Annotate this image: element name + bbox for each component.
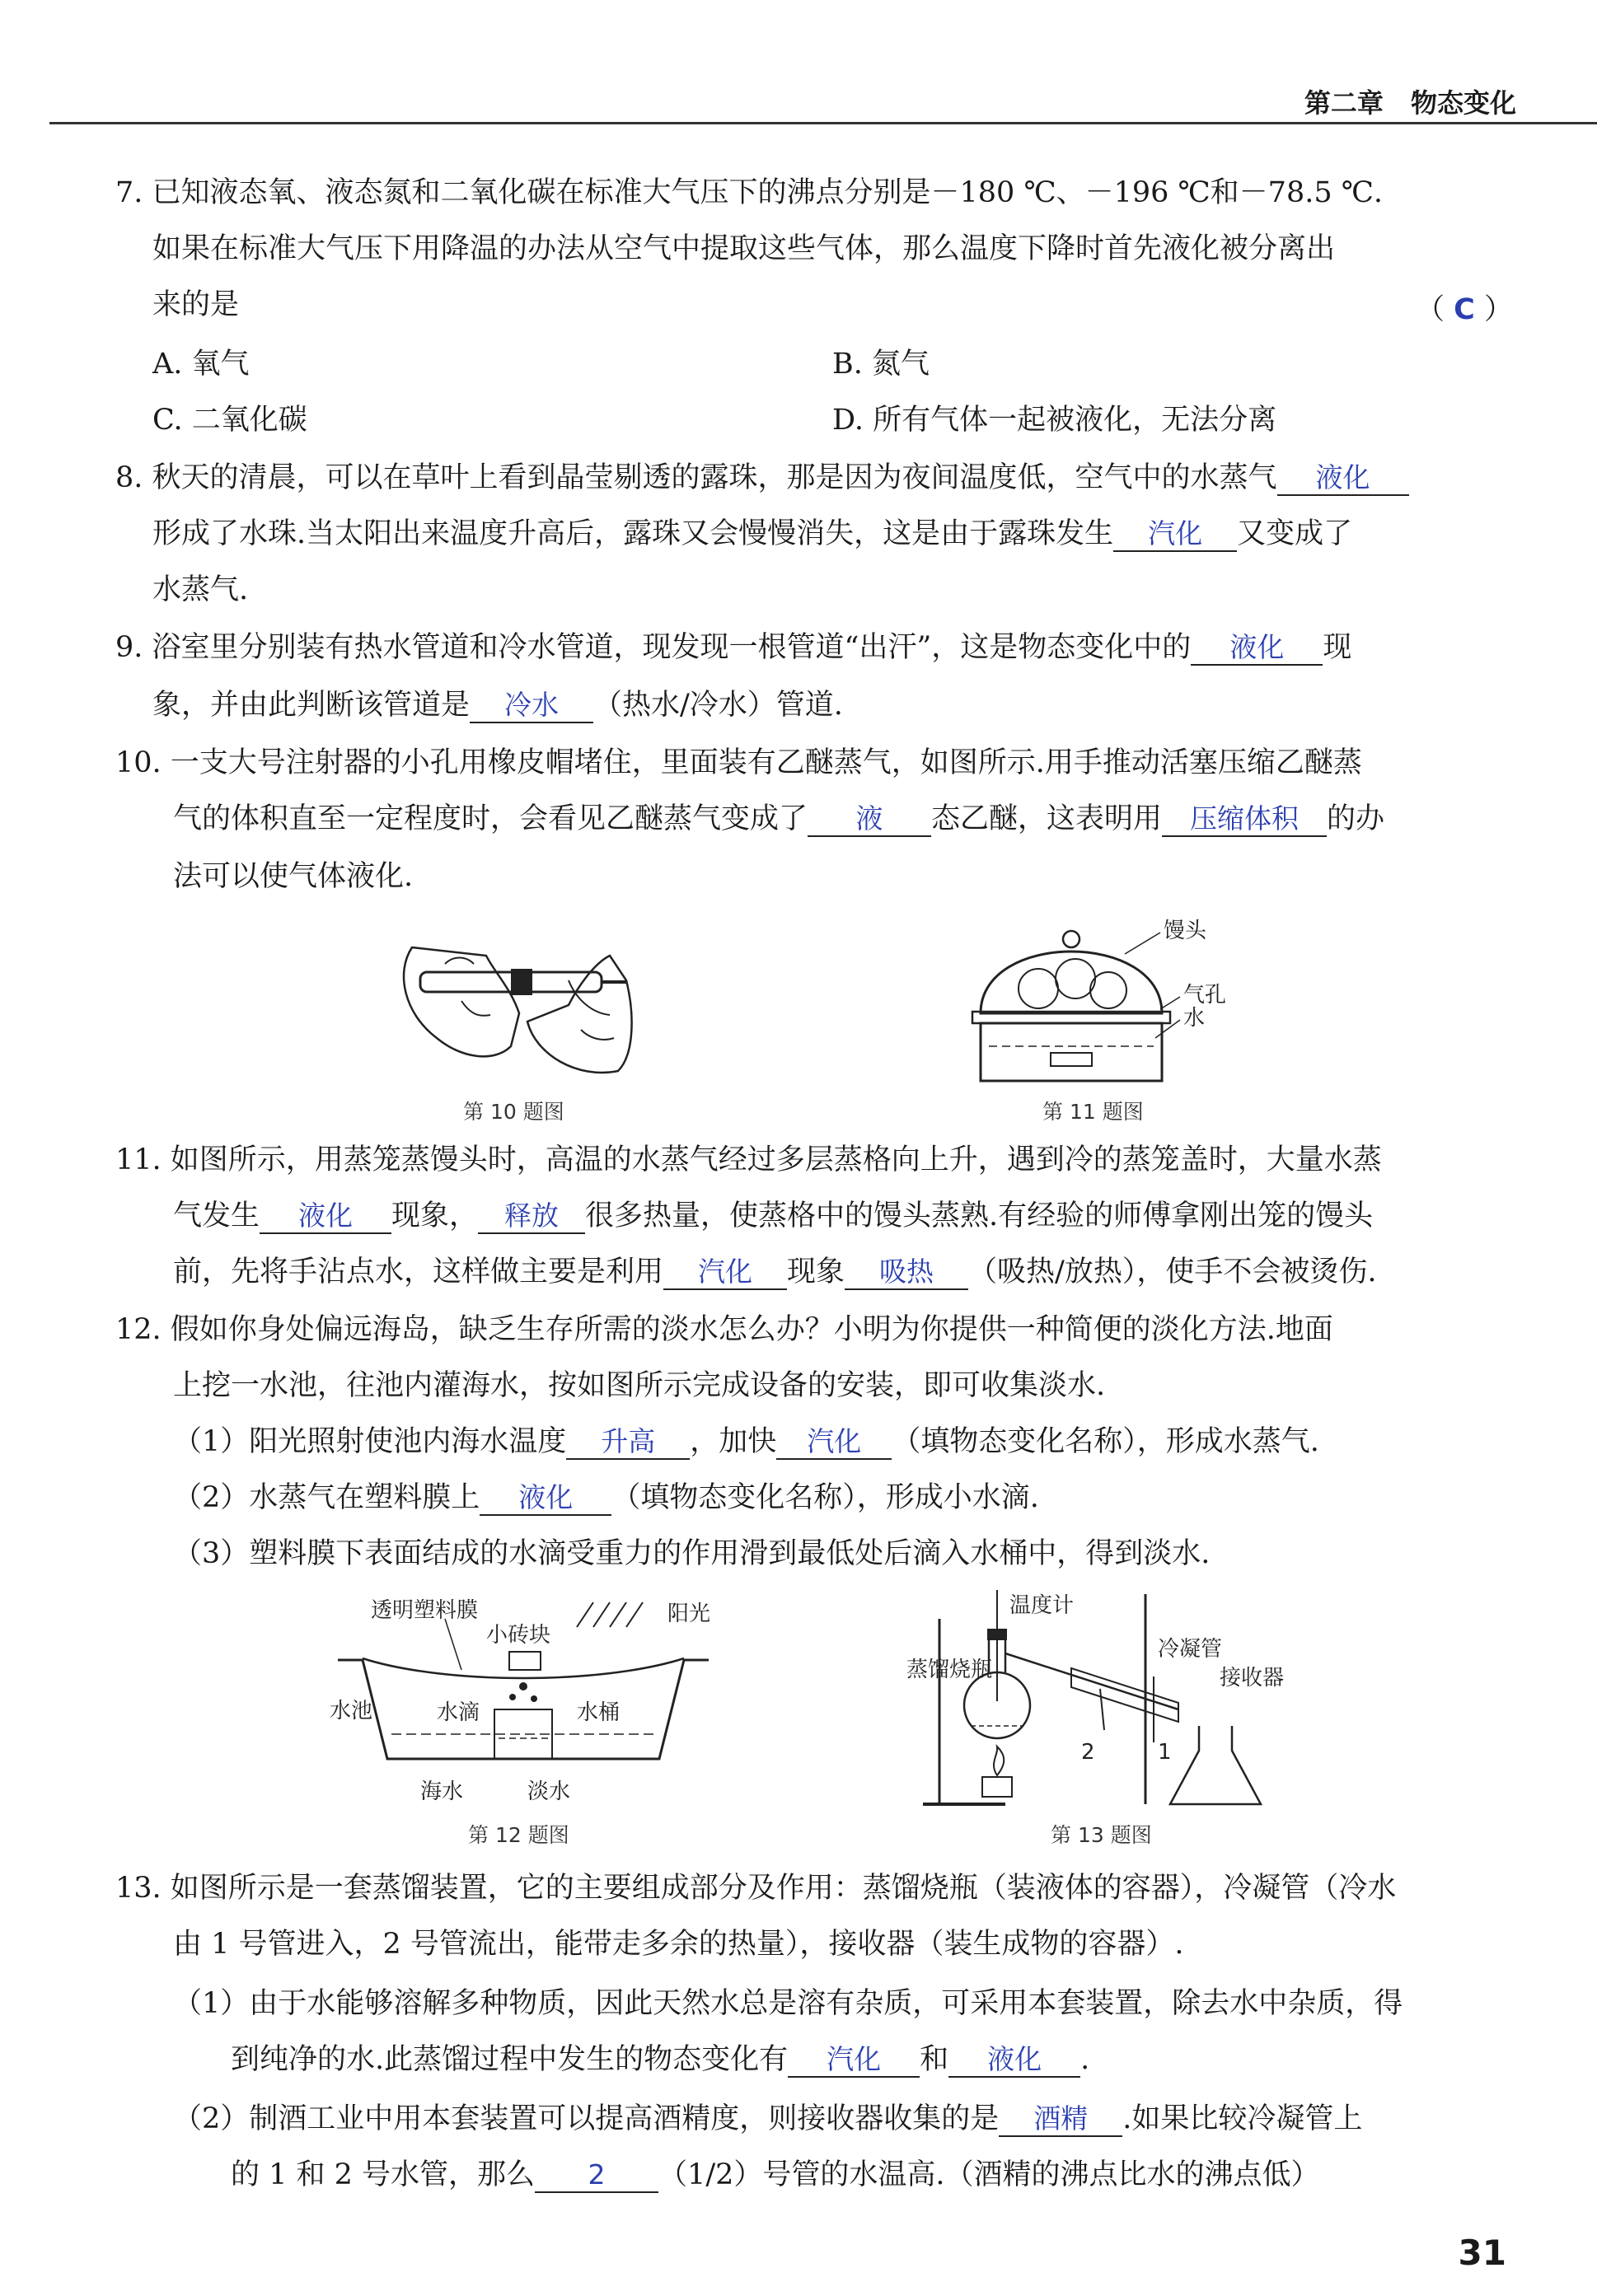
q13-sub2-line2: [231, 2157, 1320, 2193]
fig12-label-bucket: 水桶: [577, 1700, 621, 1725]
q10-text2b: 态乙醚，这表明用: [931, 802, 1163, 835]
q11-blank4: 吸热: [845, 1256, 968, 1290]
q12-sub1: [173, 1424, 1319, 1460]
q8-text2b: 又变成了: [1237, 517, 1353, 550]
fig11-label-vent: 气孔: [1183, 983, 1227, 1008]
paren-left: （: [1416, 293, 1445, 326]
q13-blank4: 2: [535, 2158, 658, 2193]
q10-text2c: 的办: [1327, 802, 1385, 835]
q12-blank2: 汽化: [776, 1425, 892, 1460]
fig11-label-mantou: 馒头: [1164, 919, 1207, 943]
fig13-label-tube1: 1: [1158, 1740, 1172, 1765]
q7-option-c: C. 二氧化碳: [152, 404, 307, 437]
q13-sub1-d: .: [1080, 2043, 1090, 2076]
q8-line3: 水蒸气.: [152, 573, 249, 606]
q11-blank3: 汽化: [663, 1256, 787, 1290]
q12-line1: 12. 假如你身处偏远海岛，缺乏生存所需的淡水怎么办？小明为你提供一种简便的淡化方法.地面: [115, 1313, 1333, 1346]
paren-right: ）: [1483, 293, 1513, 326]
q10-blank1: 液: [808, 802, 931, 837]
q13-blank3: 酒精: [999, 2102, 1122, 2137]
fig12-label-pool: 水池: [330, 1699, 373, 1723]
fig13-label-thermometer: 温度计: [1009, 1593, 1075, 1618]
q9-line2: [152, 687, 843, 723]
q7-option-b: B. 氮气: [832, 348, 930, 381]
fig12-label-brick: 小砖块: [486, 1623, 551, 1648]
fig12-label-fresh: 淡水: [527, 1779, 571, 1804]
q12-sub2: [173, 1480, 1039, 1516]
q12-blank1: 升高: [566, 1425, 690, 1460]
q11-line2: [173, 1198, 1373, 1234]
q9-text2b: （热水/冷水）管道.: [593, 689, 843, 722]
q13-sub2-line1: [173, 2101, 1362, 2137]
q11-text2a: 气发生: [173, 1199, 260, 1232]
q9-blank1: 液化: [1191, 631, 1323, 666]
q10-line1: 10. 一支大号注射器的小孔用橡皮帽堵住，里面装有乙醚蒸气，如图所示.用手推动活塞压缩乙醚蒸: [115, 746, 1362, 779]
q11-line3: [173, 1254, 1376, 1290]
q13-blank1: 汽化: [788, 2043, 920, 2078]
q8-line1: [115, 460, 1409, 496]
q8-text1: 8. 秋天的清晨，可以在草叶上看到晶莹剔透的露珠，那是因为夜间温度低，空气中的水蒸气: [115, 461, 1277, 494]
q13-sub2-c: 的 1 和 2 号水管，那么: [231, 2158, 536, 2191]
q8-line2: [152, 516, 1352, 552]
q13-sub2-d: （1/2）号管的水温高.（酒精的沸点比水的沸点低）: [658, 2158, 1320, 2191]
fig13-label-receiver: 接收器: [1220, 1666, 1285, 1690]
q11-text2b: 现象，: [391, 1199, 479, 1232]
q7-option-a: A. 氧气: [152, 348, 250, 381]
page-number: 31: [1458, 2233, 1506, 2273]
q9-text2a: 象，并由此判断该管道是: [152, 689, 471, 722]
fig13-label-condenser: 冷凝管: [1158, 1637, 1223, 1662]
fig13-label-flask: 蒸馏烧瓶: [906, 1658, 993, 1682]
q7-answer: C: [1454, 293, 1475, 326]
q13-sub2-a: （2）制酒工业中用本套装置可以提高酒精度，则接收器收集的是: [173, 2102, 1000, 2135]
fig11-label-water: 水: [1183, 1006, 1206, 1031]
fig13-label-tube2: 2: [1081, 1740, 1095, 1765]
q12-blank3: 液化: [480, 1481, 611, 1516]
q11-text3c: （吸热/放热），使手不会被烫伤.: [968, 1256, 1377, 1288]
q11-text3a: 前，先将手沾点水，这样做主要是利用: [173, 1256, 664, 1288]
q8-blank1: 液化: [1277, 461, 1409, 496]
q8-text2a: 形成了水珠.当太阳出来温度升高后，露珠又会慢慢消失，这是由于露珠发生: [152, 517, 1114, 550]
q7-line2: 如果在标准大气压下用降温的办法从空气中提取这些气体，那么温度下降时首先液化被分离出: [152, 232, 1336, 265]
q13-line2: 由 1 号管进入，2 号管流出，能带走多余的热量），接收器（装生成物的容器）.: [173, 1928, 1184, 1961]
q10-blank2: 压缩体积: [1162, 802, 1327, 837]
q7-line1: 7. 已知液态氧、液态氮和二氧化碳在标准大气压下的沸点分别是－180 ℃、－196 ℃和－78.5 ℃.: [115, 176, 1384, 209]
q11-blank1: 液化: [260, 1199, 391, 1234]
q12-sub2-b: （填物态变化名称），形成小水滴.: [611, 1481, 1039, 1514]
header-rule: [49, 122, 1597, 124]
fig12-label-sea: 海水: [420, 1779, 464, 1804]
caption-fig11: 第 11 题图: [1042, 1100, 1144, 1124]
fig12-label-film: 透明塑料膜: [371, 1598, 479, 1623]
q8-blank2: 汽化: [1113, 517, 1237, 552]
q12-sub1-a: （1）阳光照射使池内海水温度: [173, 1425, 567, 1458]
q10-line3: 法可以使气体液化.: [173, 860, 414, 893]
q12-sub1-b: ，加快: [690, 1425, 777, 1458]
figure-10-syringe: [387, 923, 651, 1087]
q9-text1b: 现: [1323, 631, 1352, 664]
q10-text2a: 气的体积直至一定程度时，会看见乙醚蒸气变成了: [173, 802, 808, 835]
q13-sub1-line1: （1）由于水能够溶解多种物质，因此天然水总是溶有杂质，可采用本套装置，除去水中杂质，得: [173, 1987, 1403, 2020]
q13-sub1-line2: [231, 2041, 1089, 2078]
figure-12-solar-still: [321, 1594, 733, 1808]
q12-sub2-a: （2）水蒸气在塑料膜上: [173, 1481, 480, 1514]
q7-option-d: D. 所有气体一起被液化，无法分离: [832, 404, 1277, 437]
caption-fig12: 第 12 题图: [468, 1823, 569, 1847]
q13-sub1-c: 和: [920, 2043, 949, 2076]
q11-text2c: 很多热量，使蒸格中的馒头蒸熟.有经验的师傅拿刚出笼的馒头: [585, 1199, 1374, 1232]
caption-fig10: 第 10 题图: [463, 1100, 564, 1124]
fig12-label-sun: 阳光: [667, 1602, 711, 1626]
q13-sub1-b: 到纯净的水.此蒸馏过程中发生的物态变化有: [231, 2043, 789, 2076]
q12-sub1-c: （填物态变化名称），形成水蒸气.: [892, 1425, 1319, 1458]
q13-sub2-b: .如果比较冷凝管上: [1122, 2102, 1363, 2135]
q11-line1: 11. 如图所示，用蒸笼蒸馒头时，高温的水蒸气经过多层蒸格向上升，遇到冷的蒸笼盖时，大量水蒸: [115, 1143, 1382, 1176]
q9-line1: [115, 629, 1351, 666]
q9-text1a: 9. 浴室里分别装有热水管道和冷水管道，现发现一根管道“出汗”，这是物态变化中的: [115, 631, 1192, 664]
q13-line1: 13. 如图所示是一套蒸馏装置，它的主要组成部分及作用：蒸馏烧瓶（装液体的容器），冷凝管（冷水: [115, 1872, 1397, 1905]
q12-sub3: （3）塑料膜下表面结成的水滴受重力的作用滑到最低处后滴入水桶中，得到淡水.: [173, 1537, 1211, 1570]
q11-blank2: 释放: [478, 1199, 585, 1234]
caption-fig13: 第 13 题图: [1051, 1823, 1152, 1847]
fig12-label-drop: 水滴: [437, 1700, 480, 1725]
q10-line2: [173, 801, 1384, 837]
q12-line2: 上挖一水池，往池内灌海水，按如图所示完成设备的安装，即可收集淡水.: [173, 1369, 1106, 1402]
figure-11-steamer: [964, 914, 1261, 1096]
q11-text3b: 现象: [787, 1256, 845, 1288]
chapter-title: 第二章 物态变化: [1304, 87, 1516, 119]
q7-answer-paren: [1416, 287, 1513, 328]
figure-13-distillation: [906, 1586, 1286, 1817]
q7-line3: 来的是: [152, 288, 240, 321]
q13-blank2: 液化: [948, 2043, 1080, 2078]
q9-blank2: 冷水: [470, 689, 593, 723]
